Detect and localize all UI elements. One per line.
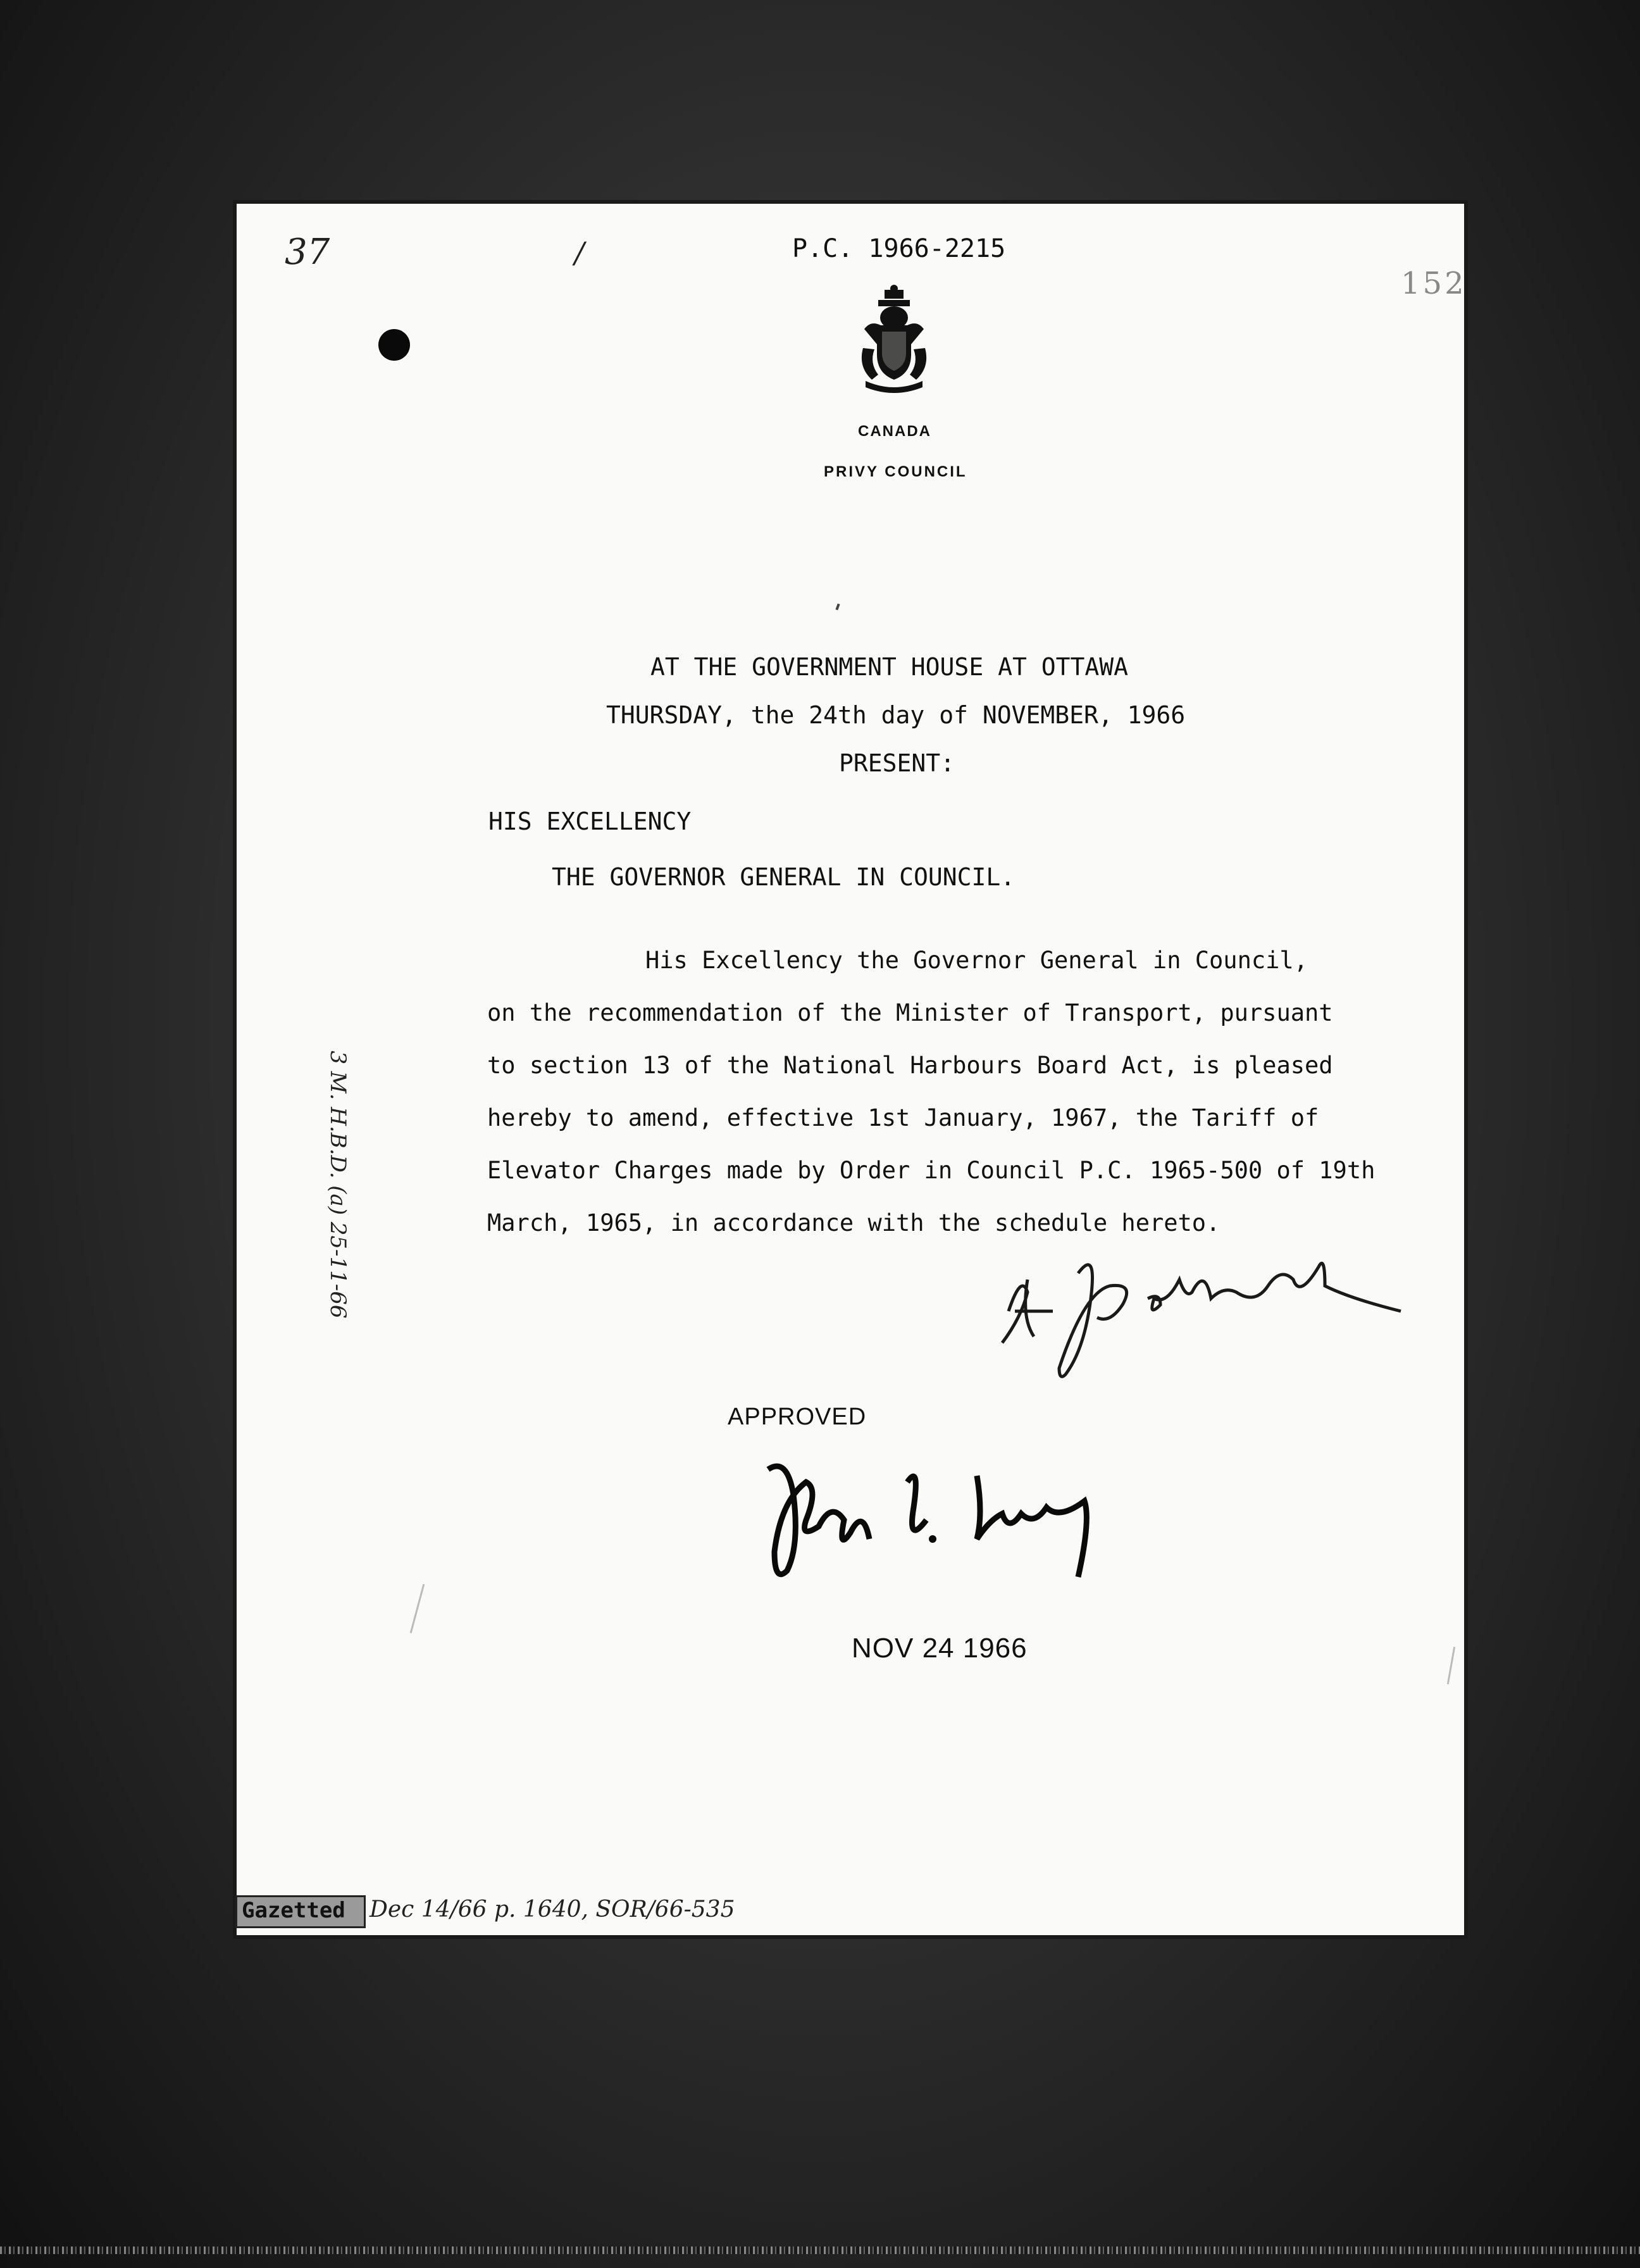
body-line: to section 13 of the National Harbours Board Act, is pleased (487, 1052, 1333, 1079)
addressee-line2: THE GOVERNOR GENERAL IN COUNCIL. (552, 863, 1016, 891)
date-stamp: NOV 24 1966 (852, 1633, 1028, 1664)
body-line: on the recommendation of the Minister of Transport, pursuant (487, 999, 1333, 1026)
body-line: His Excellency the Governor General in Council, (645, 947, 1308, 974)
order-number: P.C. 1966-2215 (792, 234, 1006, 263)
gazette-stamp (235, 1890, 735, 1932)
governor-general-signature (743, 1444, 1148, 1611)
punch-hole (378, 329, 410, 361)
gazette-note: Dec 14/66 p. 1640, SOR/66-535 (370, 1897, 735, 1922)
body-line: Elevator Charges made by Order in Council P.C. 1965-500 of 19th (487, 1157, 1376, 1184)
gazette-label: Gazetted (242, 1898, 345, 1923)
agency-privy-council: PRIVY COUNCIL (824, 463, 967, 480)
approved-label: APPROVED (728, 1404, 867, 1430)
margin-number-left: 37 (285, 232, 330, 273)
document-page (237, 204, 1467, 1935)
heading-present: PRESENT: (839, 749, 955, 777)
addressee-line1: HIS EXCELLENCY (488, 807, 692, 835)
coat-of-arms-icon (853, 285, 935, 401)
margin-tick: / (575, 235, 585, 270)
clerk-signature (983, 1235, 1464, 1383)
heading-location: AT THE GOVERNMENT HOUSE AT OTTAWA (650, 653, 1128, 681)
order-body (487, 934, 1449, 1249)
scratch-mark (1447, 1647, 1455, 1685)
body-line: March, 1965, in accordance with the schedule hereto. (487, 1209, 1221, 1237)
scratch-mark (410, 1584, 425, 1633)
page-number: 152 (1401, 266, 1467, 301)
stray-mark (835, 604, 840, 611)
agency-canada: CANADA (858, 423, 931, 440)
scan-edge-strip (0, 2246, 1640, 2254)
heading-date: THURSDAY, the 24th day of NOVEMBER, 1966 (606, 701, 1186, 729)
side-annotation: 3 M. H.B.D. (a) 25-11-66 (325, 1050, 351, 1319)
body-line: hereby to amend, effective 1st January, 1967, the Tariff of (487, 1104, 1319, 1131)
